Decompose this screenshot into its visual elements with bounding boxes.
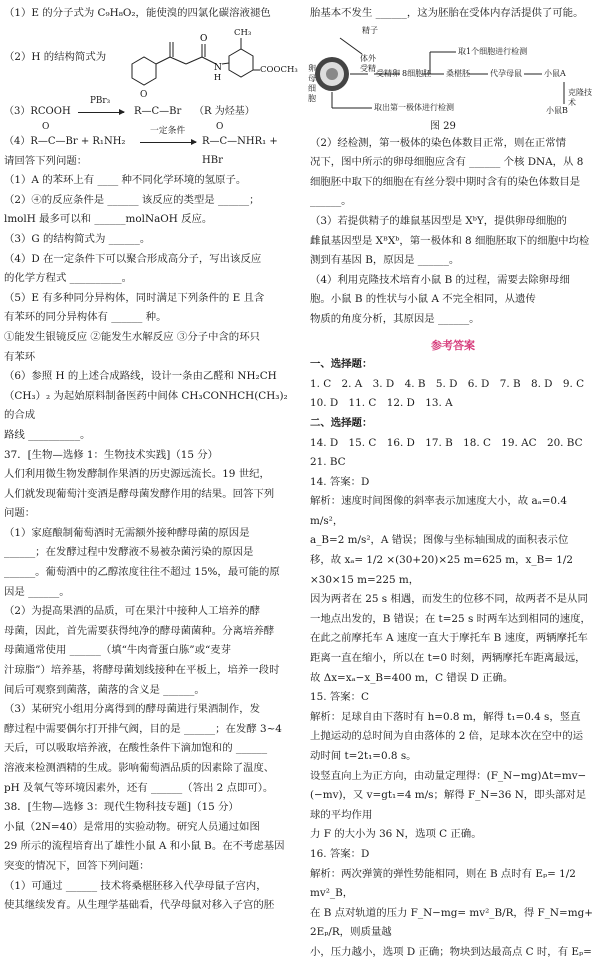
h-structure-diagram [114,24,296,94]
right-column [310,4,596,963]
text-line: 细胞胚中取下的细胞在有丝分裂中期时含有的染色体数目是 [310,175,581,188]
text-line: 距离一直在缩小，所以在 t=0 时刻，两辆摩托车距离最远， [310,652,586,665]
svg-text:O: O [200,33,208,44]
svg-text:H: H [214,72,221,82]
reagent-label: PBr₃ [90,95,111,106]
text-line: 胎基本不发生 ______，这为胚胎在受体内存活提供了可能。 [310,7,584,19]
text-line: 14. 答案：D [310,475,370,488]
text-line: （4）利用克隆技术培育小鼠 B 的过程，需要去除卵母细 [310,273,570,286]
text-line: 人们就发现葡萄汁变酒是酵母菌发酵作用的结果。回答下列 [4,487,275,500]
reaction-3: （3）RCOOH PBr₃ O R—C—Br （R 为烃基） [4,94,296,124]
left-column [4,4,296,916]
text-line: ______。葡萄酒中的乙醇浓度往往不超过 15%，最可能的原 [4,566,280,579]
label-sperm: 精子 [362,25,378,35]
text-line: 故 Δx=xₐ−x_B=400 m，C 错误 D 正确。 [310,671,514,684]
text-line: 有苯环 [4,350,36,363]
figure-29 [310,24,596,134]
label-polar: 取出第一极体进行检测 [374,102,454,112]
text-line: （3）某研究小组用分离得到的酵母菌进行果酒制作，发 [4,703,260,716]
text-line: 测到有基因 B，原因是 ______。 [310,254,460,267]
text-line: （CH₃）₂ 为起始原料制备医药中间体 CH₃CONHCH(CH₃)₂ 的合成 [4,389,288,422]
text-line: 有苯环的同分异构体有 ______ 种。 [4,311,167,324]
text-line: 请回答下列问题： [4,154,88,167]
text-line: 29 所示的流程培育出了雄性小鼠 A 和小鼠 B。在不考虑基因 [4,840,285,853]
text-line: 突变的情况下，回答下列问题： [4,859,150,872]
text-line: （2）为提高果酒的品质，可在果汁中接种人工培养的酵 [4,605,260,618]
text-line: 间后可观察到菌落，菌落的含义是 ______。 [4,683,205,696]
text-line: （4）R—C—Br + R₁NH₂ [4,135,126,147]
text-line: （2）H 的结构简式为 [4,50,107,63]
text-line: 路线 __________。 [4,428,91,441]
cooch3-label: COOCH₃ [260,64,298,75]
text-line: ______。 [310,195,352,208]
label-morula: 桑椹胚 [446,68,470,78]
label-fert: 受精卵 [376,68,400,78]
text-line: 天后，可以吸取培养液，在酸性条件下滴加饱和的 ______ [4,742,268,755]
text-line: 解析：速度时间图像的斜率表示加速度大小，故 aₐ=0.4 m/s²， [310,495,567,527]
text-line: 在 B 点对轨道的压力 F_N−mg= mv²_B/R，得 F_N=mg+ 2Eₚ/R，则质量越 [310,906,593,939]
text-line: 解析：两次弹簧的弹性势能相同，则在 B 点时有 Eₚ= 1/2 mv²_B， [310,867,576,900]
reaction-4: O （4）R—C—Br + R₁NH₂ 一定条件 O R—C—NHR₁ + HBr [4,124,296,152]
text-line: 雌鼠基因型是 XᴮXᵇ，第一极体和 8 细胞胚取下的细胞中均检 [310,234,590,247]
text-line: 况下，图中所示的卵母细胞应含有 ______ 个核 DNA，从 8 [310,156,584,169]
text-line: （4）D 在一定条件下可以聚合形成高分子，写出该反应 [4,252,262,265]
text-line: (−mv)，又 v=gt₁=4 m/s；解得 F_N=36 N，即头部对足球的平均作用 [310,789,587,821]
text-line: 人们利用微生物发酵制作果酒的历史源远流长。19 世纪， [4,468,270,481]
text-line: 酵过程中需要偶尔打开排气阀，目的是 ______；在发酵 3~4 [4,722,282,735]
question-heading: 37．[生物—选修 1：生物技术实践]（15 分） [4,448,219,461]
text-line: 母菌，因此，首先需要获得纯净的酵母菌菌种。分离培养酵 [4,624,275,637]
ch3-label: CH₃ [234,27,252,38]
reagent-label: 一定条件 [150,125,186,136]
text-line: （1）A 的苯环上有 ____ 种不同化学环境的氢原子。 [4,174,247,187]
text-line: 1. C 2. A 3. D 4. B 5. D 6. D 7. B 8. D 9. C [310,377,585,390]
text-line: 小，压力越小，选项 D 正确；物块到达最高点 C 时，有 Eₚ= [310,945,592,958]
text-line: （R 为烃基） [194,105,255,117]
text-line: 小鼠（2N=40）是常用的实验动物。研究人员通过如图 [4,820,260,833]
text-line: lmolH 最多可以和 ______molNaOH 反应。 [4,213,213,226]
text-line: 力 F 的大小为 36 N，选项 C 正确。 [310,828,482,841]
label-egg: 卵母细胞 [308,63,316,103]
text-line: 胞。小鼠 B 的性状与小鼠 A 不完全相同，从遗传 [310,293,536,306]
text-line: 问题： [4,507,36,520]
reaction-arrow [140,142,196,143]
reaction-arrow [78,112,124,113]
label-ivf: 体外受精 [360,53,376,73]
text-line: 16. 答案：D [310,847,370,860]
text-line: （2）④的反应条件是 ______ 该反应的类型是 ______； [4,193,260,206]
text-line: （5）E 有多种同分异构体，同时满足下列条件的 E 且含 [4,291,265,304]
figure-caption: 图 29 [430,120,456,132]
text-line: 解析：足球自由下落时有 h=0.8 m，解得 t₁=0.4 s，竖直 [310,710,581,723]
text-line: 一地点出发的，B 错误；在 t=25 s 时两车达到相同的速度， [310,612,591,625]
text-line: 使其继续发育。从生理学基础看，代孕母鼠对移入子宫的胚 [4,899,275,912]
text-line: （1）可通过 ______ 技术将桑椹胚移入代孕母鼠子宫内， [4,879,267,892]
text-line: 15. 答案：C [310,691,369,704]
section-heading: 二、选择题： [310,416,373,429]
label-mouse-a: 小鼠A [544,68,566,78]
label-mouse-b: 小鼠B [546,105,568,115]
text-line: 因是 ______。 [4,585,70,598]
structure-h [4,24,296,94]
label-clone: 克隆技术 [568,87,592,107]
text-line: 因为两者在 25 s 相遇，而发生的位移不同，故两者不是从同 [310,593,588,606]
text-line: 的化学方程式 __________。 [4,272,132,285]
text-line: 溶液来检测酒精的生成。影响葡萄酒品质的因素除了温度、 [4,762,275,774]
answer-title: 参考答案 [431,338,475,352]
text-line: R—C—NHR₁ + HBr [202,135,278,167]
text-line: （6）参照 H 的上述合成路线，设计一条由乙醛和 NH₂CH [4,370,277,383]
text-line: 母菌通常使用 ______（填“牛肉膏蛋白胨”或“麦芽 [4,644,232,657]
text-line: 10. D 11. C 12. D 13. A [310,397,453,410]
text-line: 14. D 15. C 16. D 17. B 18. C 19. AC 20. BC 21. BC [310,436,593,469]
text-line: （3）G 的结构简式为 ______。 [4,232,151,245]
text-line: 汁琼脂”）培养基，将酵母菌划线接种在平板上，培养一段时 [4,664,280,677]
question-heading: 38．[生物—选修 3：现代生物科技专题]（15 分） [4,801,239,814]
text-line: 在此之前摩托车 A 速度一直大于摩托车 B 速度，两辆摩托车 [310,632,588,645]
text-line: 设竖直向上为正方向，由动量定理得：(F_N−mg)Δt=mv− [310,769,587,782]
text-line: R—C—Br [134,105,182,117]
text-line: a_B=2 m/s²，A 错误；图像与坐标轴围成的面积表示位 [310,534,569,547]
text-line: 物质的角度分析，其原因是 ______。 [310,312,480,325]
text-line: （1）E 的分子式为 C₉H₈O₂，能使溴的四氯化碳溶液褪色 [4,7,271,19]
text-line: ①能发生银镜反应 ②能发生水解反应 ③分子中含的环只 [4,330,260,343]
text-line: 动时间 t=2t₁=0.8 s。 [310,750,417,762]
text-line: （1）家庭酿制葡萄酒时无需额外接种酵母菌的原因是 [4,526,250,539]
text-line: 移，故 xₐ= 1/2 ×(30+20)×25 m=625 m，x_B= 1/2 ×30×15 m=225 m， [310,554,573,586]
section-heading: 一、选择题： [310,358,373,371]
text-line: ______；在发酵过程中发酵液不易被杂菌污染的原因是 [4,546,254,559]
svg-text:N: N [214,62,222,73]
text-line: （3）若提供精子的雄鼠基因型是 XᵇY，提供卵母细胞的 [310,214,567,227]
label-take-one: 取1个细胞进行检测 [458,46,528,56]
text-line: pH 及氧气等环境因素外，还有 ______（答出 2 点即可）。 [4,781,274,794]
label-eight: 8细胞胚 [402,68,432,78]
text-line: 上抛运动的总时间为自由落体的 2 倍，足球本次在空中的运 [310,730,583,743]
label-surrogate: 代孕母鼠 [490,68,522,78]
text-line: （2）经检测，第一极体的染色体数目正常，则在正常情 [310,136,566,149]
text-line: （3）RCOOH [4,105,71,117]
